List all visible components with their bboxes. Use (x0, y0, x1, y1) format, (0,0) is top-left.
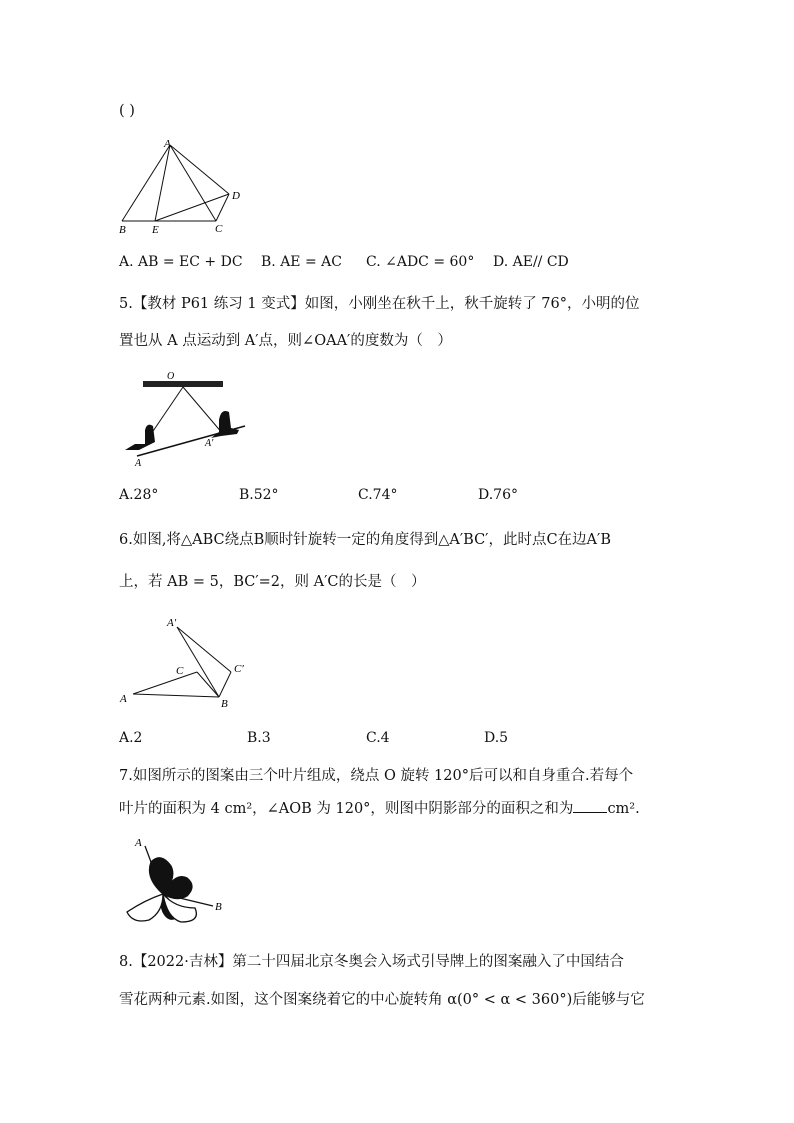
q6-rotation-figure (115, 612, 265, 712)
q6-line-2: 上，若 AB = 5，BC′=2，则 A′C的长是（ ） (119, 574, 426, 590)
q5-line-2: 置也从 A 点运动到 A′点，则∠OAA′的度数为（ ） (119, 333, 452, 349)
q5-label-a-prime: A′ (205, 438, 214, 449)
q6-option-a: A.2 (119, 730, 143, 746)
q7-label-b: B (215, 901, 222, 913)
q7-unit: cm². (607, 801, 640, 817)
q6-label-a-prime: A′ (167, 617, 177, 629)
q6-label-a: A (120, 693, 127, 705)
q7-leaf-figure (115, 832, 235, 932)
q7-label-a: A (135, 837, 142, 849)
q5-option-b: B.52° (239, 487, 279, 503)
q4-label-b: B (119, 224, 126, 236)
q4-option-a: A. AB = EC + DC (119, 254, 243, 270)
q5-swing-figure (115, 368, 255, 473)
q8-line-1: 8.【2022·吉林】第二十四届北京冬奥会入场式引导牌上的图案融入了中国结合 (119, 954, 624, 970)
q5-option-c: C.74° (358, 487, 398, 503)
q6-label-c-prime: C′ (234, 663, 244, 675)
q5-option-d: D.76° (478, 487, 518, 503)
q4-option-b: B. AE = AC (261, 254, 342, 270)
q6-option-b: B.3 (247, 730, 271, 746)
q5-label-o: O (167, 371, 175, 382)
q7-line-2-text: 叶片的面积为 4 cm²，∠AOB 为 120°，则图中阴影部分的面积之和为 (119, 801, 574, 817)
q4-triangle-figure (110, 135, 260, 240)
q4-label-e: E (152, 224, 159, 236)
q7-line-1: 7.如图所示的图案由三个叶片组成，绕点 O 旋转 120°后可以和自身重合.若每个 (119, 768, 634, 784)
q4-label-c: C (215, 223, 223, 235)
q5-label-a: A (135, 458, 142, 469)
q4-option-d: D. AE// CD (493, 254, 569, 270)
q4-option-c: C. ∠ADC = 60° (366, 254, 475, 270)
q7-label-o: O (151, 903, 159, 915)
q5-line-1: 5.【教材 P61 练习 1 变式】如图，小刚坐在秋千上，秋千旋转了 76°，小明的位 (119, 296, 640, 312)
q6-label-c: C (176, 665, 184, 677)
q6-label-b: B (221, 698, 228, 710)
answer-blank (573, 798, 607, 813)
q6-option-c: C.4 (366, 730, 390, 746)
q6-line-1: 6.如图,将△ABC绕点B顺时针旋转一定的角度得到△A′BC′，此时点C在边A′B (119, 532, 611, 548)
q4-answer-bracket: ( ) (119, 103, 135, 119)
q6-option-d: D.5 (484, 730, 509, 746)
q4-label-d: D (232, 190, 240, 202)
q4-label-a: A (164, 138, 171, 150)
q7-line-2 (119, 798, 640, 819)
q8-line-2: 雪花两种元素.如图，这个图案绕着它的中心旋转角 α(0° < α < 360°)后能够与它 (119, 992, 645, 1008)
q5-option-a: A.28° (119, 487, 159, 503)
